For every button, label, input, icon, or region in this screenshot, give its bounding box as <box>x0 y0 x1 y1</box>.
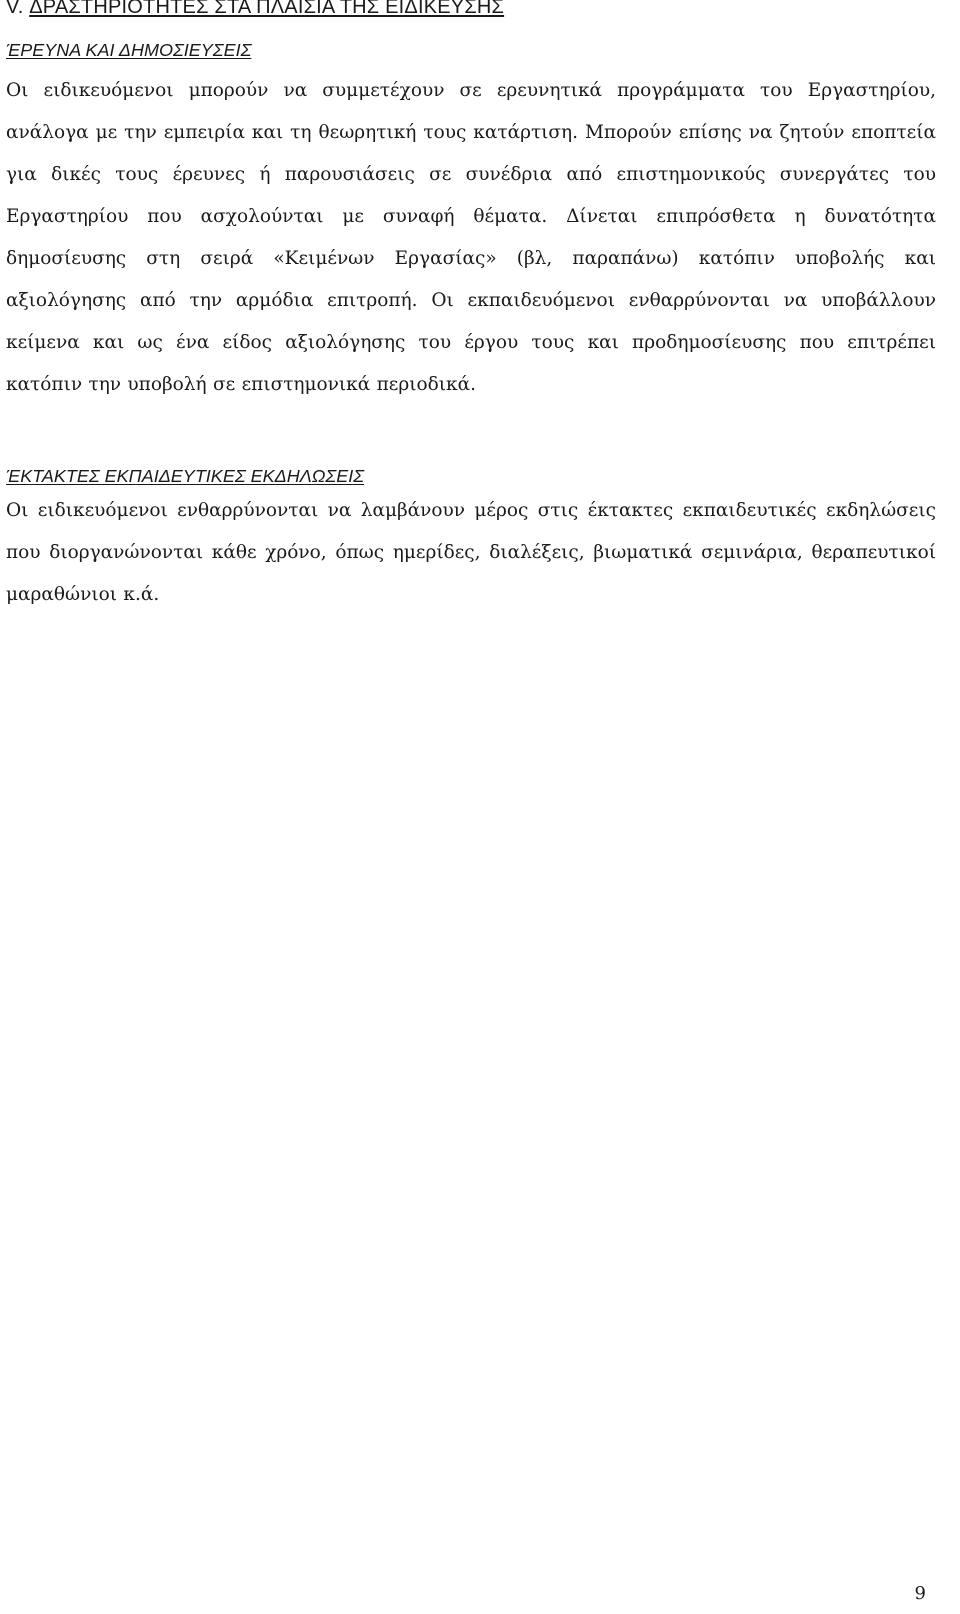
section-heading-title: ΔΡΑΣΤΗΡΙΟΤΗΤΕΣ ΣΤΑ ΠΛΑΙΣΙΑ ΤΗΣ ΕΙΔΙΚΕΥΣΗΣ <box>29 0 505 18</box>
subsection-title-events: ΈΚΤΑΚΤΕΣ ΕΚΠΑΙΔΕΥΤΙΚΕΣ ΕΚΔΗΛΩΣΕΙΣ <box>6 466 364 486</box>
section-heading <box>6 0 504 19</box>
section-heading-prefix: V. <box>6 0 30 18</box>
subsection-title-research: ΈΡΕΥΝΑ ΚΑΙ ΔΗΜΟΣΙΕΥΣΕΙΣ <box>6 40 252 60</box>
paragraph-research: Οι ειδικευόμενοι μπορούν να συμμετέχουν σε ερευνητικά προγράμματα του Εργαστηρίου, ανάλογα με την εμπειρία και τη θεωρητική τους κατάρτιση. Μπορούν επίσης να ζητούν εποπτεία για δικές τους έρευνες ή παρουσιάσεις σε συνέδρια από επιστημονικούς συνεργάτες του Εργαστηρίου που ασχολούνται με συναφή θέματα. Δίνεται επιπρόσθετα η δυνατότητα δημοσίευσης στη σειρά «Κειμένων Εργασίας» (βλ, παραπάνω) κατόπιν υποβολής και αξιολόγησης από την αρμόδια επιτροπή. Οι εκπαιδευόμενοι ενθαρρύνονται να υποβάλλουν κείμενα και ως ένα είδος αξιολόγησης του έργου τους και προδημοσίευσης που επιτρέπει κατόπιν την υποβολή σε επιστημονικά περιοδικά. <box>6 80 936 395</box>
paragraph-events: Οι ειδικευόμενοι ενθαρρύνονται να λαμβάνουν μέρος στις έκτακτες εκπαιδευτικές εκδηλώσεις που διοργανώνονται κάθε χρόνο, όπως ημερίδες, διαλέξεις, βιωματικά σεμινάρια, θεραπευτικοί μαραθώνιοι κ.ά. <box>6 500 936 605</box>
page-number: 9 <box>914 1583 926 1604</box>
